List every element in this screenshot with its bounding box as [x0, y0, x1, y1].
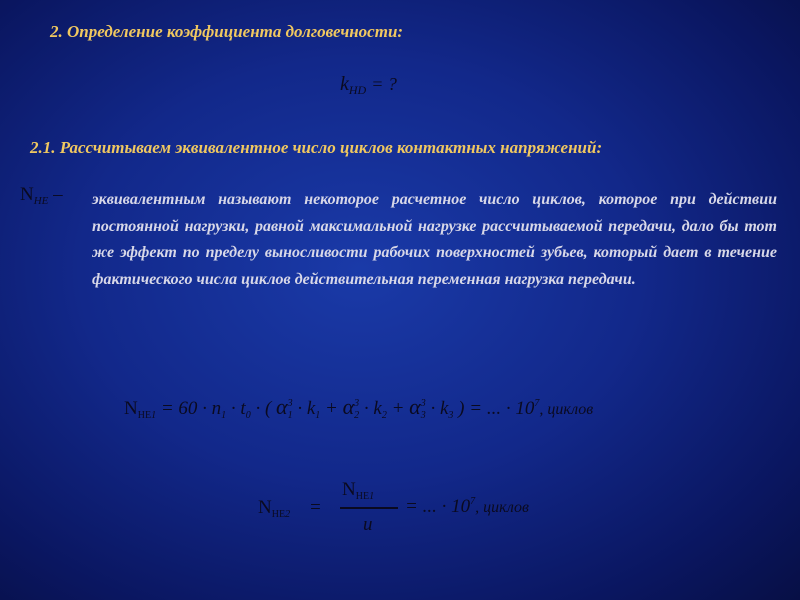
f1-plus2: + — [386, 398, 410, 419]
formula-n-he2-rhs — [405, 496, 529, 518]
f2-eq: = — [308, 497, 322, 518]
f1-close: ) = ... · 10 — [453, 398, 535, 419]
f1-alpha1-sup: 3 — [287, 398, 293, 409]
f2-lhs-sub: HE — [271, 509, 286, 520]
f1-open: · ( — [250, 398, 272, 419]
definition-paragraph: эквивалентным называют некоторое расчетное число циклов, которое при действии постоянной нагрузки, равной максимальной нагрузке рассчитываемой передачи, дало бы тот же эффект по пределу выносливости рабочих поверхностей зубьев, который дает в течение фактического числа циклов действительная переменная нагрузка передачи. — [92, 191, 777, 288]
n-dash: – — [53, 184, 63, 205]
f1-k1-sub: 1 — [315, 410, 321, 421]
f1-alpha2-sub: 2 — [354, 410, 360, 421]
f1-n-sub: 1 — [221, 410, 227, 421]
f1-k2: · k — [359, 398, 382, 419]
formula-n-he2-lhs — [258, 497, 322, 520]
n-letter: N — [20, 184, 34, 205]
f2-rhs: = ... · 10 — [405, 496, 471, 517]
k-equals-question: = ? — [371, 74, 397, 94]
f1-alpha1: α — [276, 394, 288, 419]
n-he-symbol — [20, 184, 63, 207]
f1-lhs: N — [124, 398, 138, 419]
f1-exp: 7 — [534, 398, 540, 409]
f2-lhs: N — [258, 497, 272, 518]
f1-alpha2: α — [342, 394, 355, 419]
f1-k3: · k — [425, 398, 449, 419]
f2-exp: 7 — [470, 496, 476, 507]
f1-k1: · k — [292, 398, 316, 419]
subsection-heading-equivalent-cycles: 2.1. Рассчитываем эквивалентное число циклов контактных напряжений: — [30, 138, 603, 157]
f1-t-sub: 0 — [245, 410, 251, 421]
f1-k3-sub: 3 — [448, 410, 454, 421]
formula-n-he2-numerator — [342, 479, 374, 502]
n-subscript: HE — [33, 195, 49, 207]
section-heading-durability: 2. Определение коэффициента долговечности: — [50, 22, 404, 41]
f2-lhs-sub2: 2 — [285, 509, 291, 520]
f1-tail: , циклов — [539, 401, 594, 418]
f1-alpha3-sub: 3 — [420, 410, 426, 421]
f1-eq: = 60 · n — [160, 398, 222, 419]
k-hd-formula — [340, 73, 397, 98]
formula-n-he2-denominator: u — [363, 514, 373, 535]
f1-lhs-sub: HE — [137, 410, 152, 421]
f1-alpha3-sup: 3 — [420, 398, 426, 409]
f1-plus1: + — [320, 398, 343, 419]
f2-tail: , циклов — [475, 499, 529, 516]
f1-alpha3: α — [409, 394, 421, 419]
f2-num: N — [342, 479, 356, 500]
f1-dot-t: · t — [226, 398, 246, 419]
f1-alpha1-sub: 1 — [287, 410, 293, 421]
f1-lhs-sub2: 1 — [151, 410, 157, 421]
k-symbol: k — [340, 73, 349, 95]
f1-alpha2-sup: 3 — [354, 398, 360, 409]
f2-num-sub: HE — [355, 491, 370, 502]
formula-n-he1 — [124, 394, 593, 421]
fraction-bar — [340, 507, 398, 509]
f1-k2-sub: 2 — [381, 410, 387, 421]
f2-num-sub2: 1 — [369, 491, 375, 502]
k-subscript: HD — [348, 83, 367, 97]
